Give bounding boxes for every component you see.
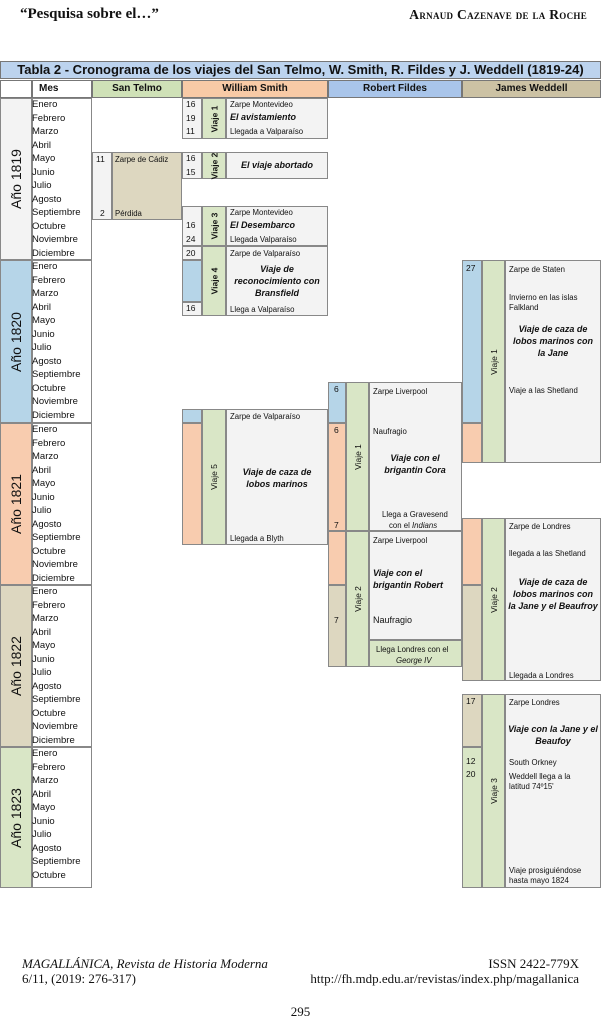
fildes-v1-title: Viaje con el brigantin Cora bbox=[384, 453, 446, 475]
month-label: Agosto bbox=[32, 518, 62, 530]
fildes-date: 7 bbox=[334, 520, 339, 530]
fildes-v1-bar bbox=[346, 382, 369, 531]
month-label: Octubre bbox=[32, 220, 66, 232]
year-label: Año 1821 bbox=[8, 474, 25, 534]
month-label: Agosto bbox=[32, 355, 62, 367]
weddell-v1-bar bbox=[482, 260, 505, 463]
weddell-v2-bar bbox=[482, 518, 505, 681]
month-label: Julio bbox=[32, 342, 52, 353]
fildes-event-text: con el bbox=[389, 521, 412, 530]
month-label: Mayo bbox=[32, 478, 56, 489]
year-1823-cell bbox=[0, 747, 32, 888]
month-label: Febrero bbox=[32, 274, 66, 286]
san-telmo-date: 11 bbox=[96, 154, 105, 164]
month-label: Julio bbox=[32, 829, 52, 840]
weddell-event: Zarpe de Londres bbox=[509, 522, 571, 531]
month-label: Enero bbox=[32, 424, 58, 435]
voyage-label: Viaje 1 bbox=[352, 443, 363, 470]
san-telmo-date: 2 bbox=[100, 208, 105, 218]
month-label: Diciembre bbox=[32, 734, 75, 746]
fildes-date: 6 bbox=[334, 425, 339, 435]
fildes-v2-title: Viaje con el brigantin Robert bbox=[373, 568, 443, 590]
col-header-san-telmo: San Telmo bbox=[92, 80, 182, 98]
month-label: Septiembre bbox=[32, 532, 81, 543]
month-label: Septiembre bbox=[32, 207, 81, 218]
year-1819-cell bbox=[0, 98, 32, 260]
footer-issn: ISSN 2422-779X bbox=[488, 956, 579, 971]
col-header-william-smith: William Smith bbox=[182, 80, 328, 98]
smith-date: 24 bbox=[186, 234, 196, 244]
footer-journal bbox=[22, 956, 268, 972]
fildes-event: Naufragio bbox=[373, 427, 407, 436]
weddell-event: Llegada a Londres bbox=[509, 671, 574, 680]
month-label: Enero bbox=[32, 586, 58, 597]
month-label: Febrero bbox=[32, 761, 66, 773]
voyage-label: Viaje 5 bbox=[209, 464, 219, 490]
weddell-v1-details bbox=[505, 260, 601, 463]
weddell-v2-title: Viaje de caza de lobos marinos con la Jane y el Beaufroy bbox=[508, 577, 598, 611]
month-label: Abril bbox=[32, 464, 52, 476]
month-label: Agosto bbox=[32, 193, 62, 205]
month-label: Agosto bbox=[32, 680, 62, 692]
smith-event: Zarpe de Valparaíso bbox=[230, 249, 301, 258]
year-1822-cell bbox=[0, 585, 32, 747]
running-header-left: “Pesquisa sobre el…” bbox=[20, 6, 159, 22]
fildes-event: Llega a Gravesend bbox=[382, 510, 448, 519]
weddell-v2-date-col-bottom bbox=[462, 585, 482, 681]
smith-v5-bar bbox=[202, 409, 226, 545]
fildes-event: Zarpe Liverpool bbox=[373, 536, 428, 545]
smith-event: Zarpe Montevideo bbox=[230, 208, 293, 217]
month-label: Julio bbox=[32, 180, 52, 191]
month-label: Mayo bbox=[32, 640, 56, 651]
month-label: Mayo bbox=[32, 153, 56, 164]
smith-date: 16 bbox=[186, 99, 196, 109]
month-label: Octubre bbox=[32, 869, 66, 881]
weddell-event: Invierno en las islas Falkland bbox=[509, 293, 578, 312]
fildes-date: 6 bbox=[334, 384, 339, 394]
year-label: Año 1819 bbox=[8, 149, 25, 209]
smith-date: 15 bbox=[186, 167, 196, 177]
fildes-ship-name: Indians bbox=[411, 521, 438, 530]
month-label: Febrero bbox=[32, 437, 66, 449]
footer-url-link[interactable]: http://fh.mdp.edu.ar/revistas/index.php/magallanica bbox=[310, 971, 579, 986]
journal-name: MAGALLÁNICA, bbox=[22, 956, 114, 971]
weddell-v1-date-col-bottom bbox=[462, 423, 482, 463]
month-label: Agosto bbox=[32, 842, 62, 854]
smith-date: 11 bbox=[186, 126, 195, 136]
smith-v2-bar bbox=[202, 152, 226, 179]
voyage-label: Viaje 1 bbox=[488, 348, 499, 375]
month-label: Noviembre bbox=[32, 559, 78, 570]
month-label: Abril bbox=[32, 626, 52, 638]
smith-v5-date-col-top bbox=[182, 409, 202, 423]
fildes-ship-name: George IV bbox=[396, 656, 432, 665]
smith-event: Zarpe de Valparaíso bbox=[230, 412, 301, 421]
smith-event: Zarpe Montevideo bbox=[230, 100, 293, 109]
year-1821-cell bbox=[0, 423, 32, 585]
smith-v3-bar bbox=[202, 206, 226, 246]
month-label: Septiembre bbox=[32, 369, 81, 380]
weddell-event: South Orkney bbox=[509, 758, 557, 767]
fildes-v2-bar bbox=[346, 531, 369, 667]
col-header-blank bbox=[0, 80, 32, 98]
month-label: Noviembre bbox=[32, 396, 78, 407]
fildes-event bbox=[389, 521, 437, 531]
smith-v1-bar bbox=[202, 98, 226, 139]
smith-v4-date-col bbox=[182, 260, 202, 302]
month-label: Septiembre bbox=[32, 694, 81, 705]
smith-v2-title: El viaje abortado bbox=[240, 160, 314, 170]
month-label: Marzo bbox=[32, 126, 59, 137]
month-label: Enero bbox=[32, 748, 58, 759]
smith-v1-title: El avistamiento bbox=[230, 112, 297, 122]
smith-date: 16 bbox=[186, 303, 196, 313]
weddell-event: Viaje a las Shetland bbox=[509, 386, 578, 395]
year-label: Año 1820 bbox=[8, 311, 25, 372]
month-label: Marzo bbox=[32, 451, 59, 462]
smith-v4-bar bbox=[202, 246, 226, 316]
san-telmo-event: Pérdida bbox=[115, 209, 142, 218]
smith-event: Llegada a Valparaíso bbox=[230, 127, 304, 136]
weddell-event: Zarpe Londres bbox=[509, 698, 560, 707]
voyage-label: Viaje 1 bbox=[209, 105, 220, 132]
month-label: Septiembre bbox=[32, 856, 81, 867]
year-1820-cell bbox=[0, 260, 32, 423]
running-header-author: Arnaud Cazenave de la Roche bbox=[409, 7, 587, 22]
smith-event: Llega a Valparaíso bbox=[230, 305, 295, 314]
weddell-v3-title: Viaje con la Jane y el Beaufoy bbox=[508, 724, 598, 746]
month-label: Diciembre bbox=[32, 247, 75, 259]
smith-v5-title: Viaje de caza de lobos marinos bbox=[242, 467, 312, 489]
month-label: Noviembre bbox=[32, 234, 78, 245]
month-label: Junio bbox=[32, 328, 55, 340]
smith-v4-title: Viaje de reconocimiento con Bransfield bbox=[234, 264, 320, 298]
month-label: Marzo bbox=[32, 613, 59, 624]
voyage-label: Viaje 3 bbox=[209, 212, 220, 240]
table-title: Tabla 2 - Cronograma de los viajes del San Telmo, W. Smith, R. Fildes y J. Weddell (1819-24) bbox=[0, 61, 601, 79]
month-label: Marzo bbox=[32, 288, 59, 299]
month-label: Abril bbox=[32, 301, 52, 313]
voyage-label: Viaje 2 bbox=[352, 586, 363, 612]
month-label: Febrero bbox=[32, 112, 66, 124]
smith-event: Llegada Valparaíso bbox=[230, 235, 297, 244]
month-label: Junio bbox=[32, 815, 55, 827]
voyage-label: Viaje 3 bbox=[488, 778, 499, 804]
month-label: Mayo bbox=[32, 802, 56, 813]
fildes-v1-date-col bbox=[328, 423, 346, 531]
fildes-event: Naufragio bbox=[373, 615, 413, 625]
voyage-label: Viaje 4 bbox=[209, 267, 220, 295]
weddell-event: Zarpe de Staten bbox=[509, 265, 565, 274]
month-label: Febrero bbox=[32, 599, 66, 611]
weddell-event: Weddell llega a la latitud 74º15' bbox=[509, 772, 571, 791]
smith-event: Llegada a Blyth bbox=[230, 534, 284, 543]
month-label: Octubre bbox=[32, 545, 66, 557]
col-header-robert-fildes: Robert Fildes bbox=[328, 80, 462, 98]
weddell-v2-date-col bbox=[462, 518, 482, 585]
month-label: Enero bbox=[32, 261, 58, 272]
weddell-v1-title: Viaje de caza de lobos marinos con la Jane bbox=[512, 324, 593, 358]
smith-date: 19 bbox=[186, 113, 196, 123]
col-header-james-weddell: James Weddell bbox=[462, 80, 601, 98]
month-label: Julio bbox=[32, 505, 52, 516]
journal-subtitle: Revista de Historia Moderna bbox=[113, 956, 268, 971]
page-number: 295 bbox=[290, 1004, 311, 1019]
weddell-v1-date-col bbox=[462, 260, 482, 423]
smith-v5-date-col bbox=[182, 423, 202, 545]
month-label: Marzo bbox=[32, 775, 59, 786]
fildes-v2-date-col-top bbox=[328, 531, 346, 585]
month-label: Julio bbox=[32, 667, 52, 678]
fildes-event: Zarpe Liverpool bbox=[373, 387, 428, 396]
month-label: Diciembre bbox=[32, 572, 75, 584]
month-label: Octubre bbox=[32, 382, 66, 394]
month-label: Abril bbox=[32, 788, 52, 800]
weddell-v3-bar bbox=[482, 694, 505, 888]
voyage-label: Viaje 2 bbox=[488, 586, 499, 613]
col-header-mes: Mes bbox=[32, 80, 92, 98]
weddell-date: 12 bbox=[466, 756, 476, 766]
weddell-date: 20 bbox=[466, 769, 476, 779]
footer-volume: 6/11, (2019: 276-317) bbox=[22, 971, 136, 986]
smith-date: 20 bbox=[186, 248, 196, 258]
month-label: Mayo bbox=[32, 315, 56, 326]
smith-date: 16 bbox=[186, 220, 196, 230]
fildes-date: 7 bbox=[334, 615, 339, 625]
san-telmo-event: Zarpe de Cádiz bbox=[115, 155, 169, 164]
month-label: Junio bbox=[32, 491, 55, 503]
smith-date: 16 bbox=[186, 153, 196, 163]
month-label: Junio bbox=[32, 653, 55, 665]
smith-v3-title: El Desembarco bbox=[230, 220, 296, 230]
fildes-event: Llega Londres con el bbox=[376, 645, 449, 654]
weddell-event: Viaje prosiguiéndose hasta mayo 1824 bbox=[509, 866, 582, 885]
weddell-event: llegada a las Shetland bbox=[509, 549, 586, 558]
month-label: Octubre bbox=[32, 707, 66, 719]
year-label: Año 1823 bbox=[8, 787, 25, 848]
month-label: Abril bbox=[32, 139, 52, 151]
month-label: Diciembre bbox=[32, 409, 75, 421]
month-label: Noviembre bbox=[32, 721, 78, 732]
month-label: Junio bbox=[32, 166, 55, 178]
weddell-date: 27 bbox=[466, 263, 476, 273]
month-label: Enero bbox=[32, 99, 58, 110]
weddell-date: 17 bbox=[466, 696, 476, 706]
voyage-label: Viaje 2 bbox=[209, 152, 220, 179]
year-label: Año 1822 bbox=[8, 636, 25, 696]
